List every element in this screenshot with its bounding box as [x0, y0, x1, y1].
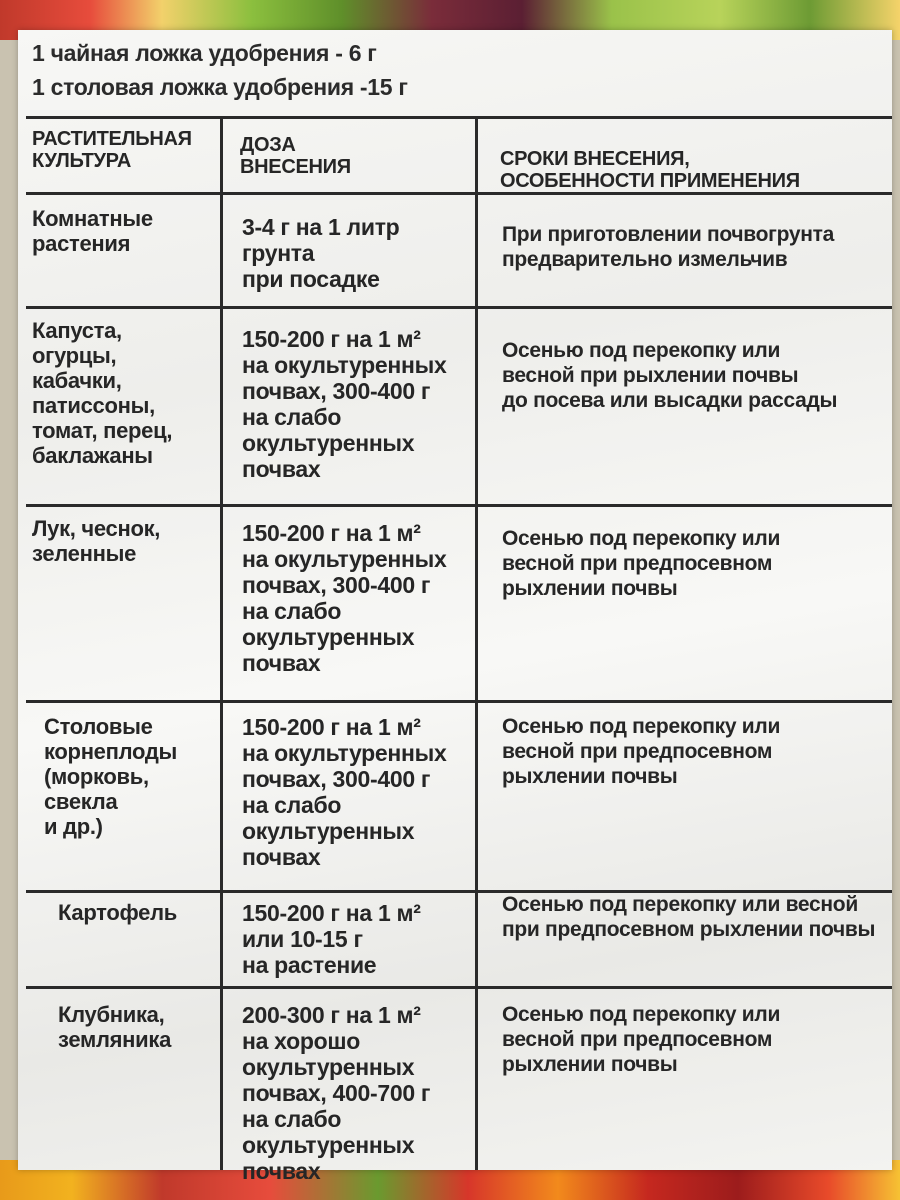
column-divider-2	[475, 116, 478, 1170]
row-2-dose: 150-200 г на 1 м² на окультуренных почвах, 300-400 г на слабо окультуренных почвах	[242, 326, 447, 482]
row-1-timing: При приготовлении почвогрунта предварительно измельчив	[502, 223, 834, 271]
row-divider-header	[26, 192, 892, 195]
tablespoon-note: 1 столовая ложка удобрения -15 г	[32, 74, 408, 100]
header-timing: СРОКИ ВНЕСЕНИЯ, ОСОБЕННОСТИ ПРИМЕНЕНИЯ	[500, 148, 800, 192]
row-1-crop: Комнатные растения	[32, 206, 153, 256]
row-6-dose: 200-300 г на 1 м² на хорошо окультуренных почвах, 400-700 г на слабо окультуренных почвах	[242, 1002, 431, 1184]
column-divider-1	[220, 116, 223, 1170]
row-divider-3	[26, 700, 892, 703]
row-divider-5	[26, 986, 892, 989]
row-2-crop: Капуста, огурцы, кабачки, патиссоны, томат, перец, баклажаны	[32, 318, 173, 468]
row-6-timing: Осенью под перекопку или весной при предпосевном рыхлении почвы	[502, 1003, 781, 1076]
row-5-dose: 150-200 г на 1 м² или 10-15 г на растение	[242, 900, 421, 978]
row-3-timing: Осенью под перекопку или весной при предпосевном рыхлении почвы	[502, 527, 781, 600]
fertilizer-instructions-label	[18, 30, 892, 1184]
header-dose: ДОЗА ВНЕСЕНИЯ	[240, 134, 351, 178]
row-5-timing: Осенью под перекопку или весной при предпосевном рыхлении почвы	[502, 893, 876, 941]
row-4-timing: Осенью под перекопку или весной при предпосевном рыхлении почвы	[502, 715, 781, 788]
row-1-dose: 3-4 г на 1 литр грунта при посадке	[242, 214, 400, 292]
table-top-border	[26, 116, 892, 119]
row-3-crop: Лук, чеснок, зеленные	[32, 516, 161, 566]
row-divider-1	[26, 306, 892, 309]
row-6-crop: Клубника, земляника	[58, 1002, 172, 1052]
row-4-dose: 150-200 г на 1 м² на окультуренных почвах, 300-400 г на слабо окультуренных почвах	[242, 714, 447, 870]
row-2-timing: Осенью под перекопку или весной при рыхлении почвы до посева или высадки рассады	[502, 339, 838, 412]
row-4-crop: Столовые корнеплоды (морковь, свекла и др.)	[44, 714, 177, 839]
row-3-dose: 150-200 г на 1 м² на окультуренных почвах, 300-400 г на слабо окультуренных почвах	[242, 520, 447, 676]
header-crop: РАСТИТЕЛЬНАЯ КУЛЬТУРА	[32, 128, 192, 172]
row-5-crop: Картофель	[58, 900, 177, 925]
teaspoon-note: 1 чайная ложка удобрения - 6 г	[32, 40, 377, 66]
row-divider-2	[26, 504, 892, 507]
